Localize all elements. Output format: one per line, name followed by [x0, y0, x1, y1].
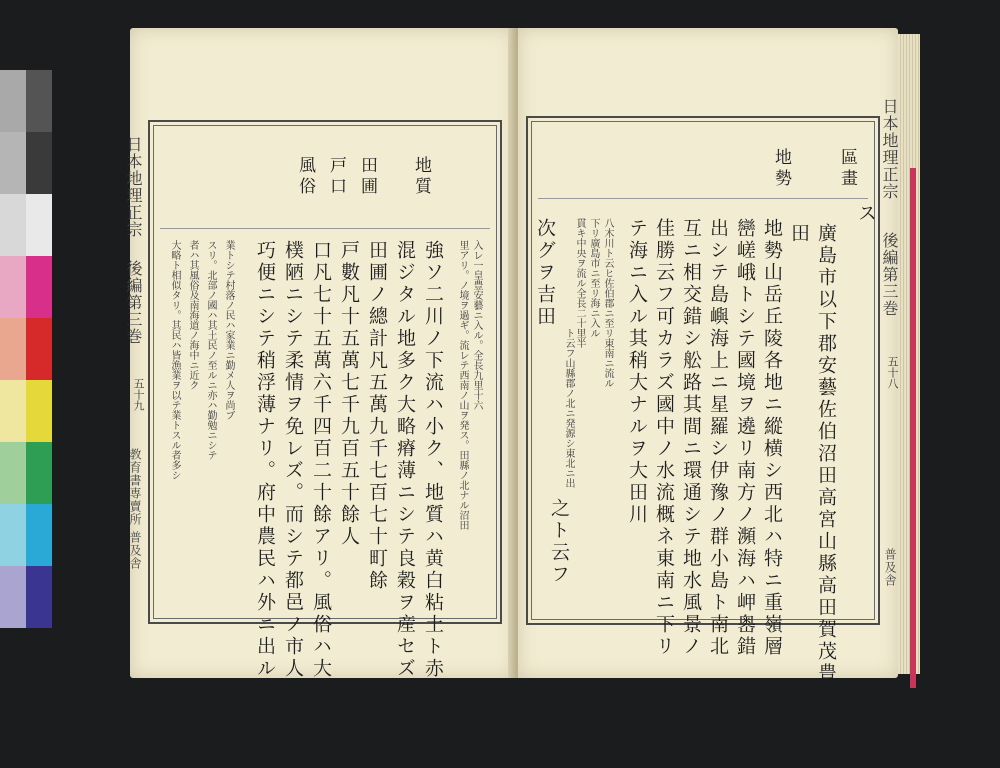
- right-col-3: 地勢山岳丘陵各地ニ縱横シ西北ハ特ニ重嶺層: [761, 218, 783, 658]
- left-col-8: 樸陋ニシテ柔情ヲ免レズ。而シテ都邑ノ市人ハ概: [282, 240, 304, 724]
- right-margin-title: 日本地理正宗: [880, 98, 899, 200]
- right-col-9: ト云フ山縣郡ノ北ニ発源シ東北ニ出: [563, 328, 574, 488]
- heading-chisei: 地勢: [771, 148, 791, 190]
- right-annotation-c: 貫キ中央ヲ流ル全長二十里半: [574, 218, 585, 348]
- color-patch: [26, 380, 52, 442]
- left-col-4: 混ジタル地多ク大略瘠薄ニシテ良穀ヲ産セズ: [394, 240, 416, 680]
- color-patch: [0, 442, 26, 504]
- right-col-8: テ海ニ入ル其稍大ナルヲ大田川: [626, 218, 648, 526]
- color-patch: [26, 132, 52, 194]
- right-annotation-b: 下リ廣島市ニ至リ海ニ入ル: [588, 218, 599, 338]
- right-margin-section: 後編第三巻: [880, 232, 899, 317]
- left-col-3: 強ソ二川ノ下流ハ小ク、地質ハ黄白粘土ト赤埴砂壌相: [422, 240, 444, 768]
- left-margin-section: 後編第三巻: [124, 260, 143, 345]
- heading-chishitsu: 地質: [411, 156, 431, 198]
- right-col-6: 互ニ相交錯シ舩路其間ニ環通シテ地水風景ノ: [680, 218, 702, 658]
- right-top-text: ス: [855, 203, 877, 225]
- color-patch: [26, 194, 52, 256]
- right-col-7: 佳勝云フ可カラズ國中ノ水流概ネ東南ニ下リ: [653, 218, 675, 658]
- left-col-10: 業トシテ村落ノ民ハ家業ニ勤メ人ヲ尚ブ: [223, 240, 234, 420]
- right-publisher: 普及舎: [883, 548, 897, 587]
- color-patch: [0, 256, 26, 318]
- left-col-7: 口凡七十五萬六千四百二十餘アリ。風俗ハ大略: [310, 240, 332, 702]
- left-col-9: 巧便ニシテ稍浮薄ナリ。府中農民ハ外ニ出ル者多ク: [254, 240, 276, 746]
- color-patch: [0, 566, 26, 628]
- heading-denpo: 田圃: [357, 156, 377, 198]
- color-patch: [26, 318, 52, 380]
- right-page-number: 五十八: [886, 356, 899, 389]
- right-col-1: 廣島市以下郡安藝佐伯沼田高宮山縣高田賀茂豊: [815, 223, 837, 685]
- color-patch: [0, 194, 26, 256]
- left-col-5: 田圃ノ總計凡五萬九千七百七十町餘: [366, 240, 388, 592]
- left-col-13: 大略ト相似タリ。其民ハ皆漁業ヲ以テ業トスル者多シ: [169, 240, 180, 480]
- color-patch: [26, 442, 52, 504]
- left-divider: [160, 228, 490, 229]
- left-margin-title: 日本地理正宗: [124, 136, 143, 238]
- heading-fuzoku: 風俗: [295, 156, 315, 198]
- left-col-11: スリ。北部ノ國ハ其土民ノ至ルニ亦ハ勤勉ニシテ: [205, 240, 216, 460]
- color-patch: [26, 566, 52, 628]
- color-patch: [26, 504, 52, 566]
- left-col-2: 里アリ。ノ境ヲ過ギ。流レテ西南ノ山ヲ発ス。田縣ノ北ナル沼田: [457, 240, 468, 530]
- left-page-number: 五十九: [132, 378, 145, 411]
- color-patch: [0, 318, 26, 380]
- right-col-5: 出シテ島嶼海上ニ星羅シ伊豫ノ群小島ト南北: [707, 218, 729, 658]
- color-patch: [26, 70, 52, 132]
- left-col-12: 者ハ其風俗及南海道ノ海中ニ近ク: [187, 240, 198, 390]
- color-patch: [0, 132, 26, 194]
- open-book: [124, 28, 910, 768]
- left-publisher: 教育書専賣所 普及舎: [128, 448, 142, 570]
- right-page: [518, 28, 899, 685]
- left-page: [124, 28, 515, 768]
- right-divider: [538, 198, 868, 199]
- right-col-4: 巒嵯峨トシテ國境ヲ遶リ南方ノ瀕海ハ岬嶴錯: [734, 218, 756, 658]
- color-patch: [26, 256, 52, 318]
- page-edge-red: [910, 168, 916, 688]
- color-patch: [0, 380, 26, 442]
- right-col-10: 次グヲ吉田: [534, 218, 556, 328]
- right-annotation-d: 之ト云フ: [548, 498, 570, 586]
- left-col-6: 戸數凡十五萬七千九百五十餘人: [338, 240, 360, 548]
- heading-koko: 戸口: [326, 156, 346, 198]
- heading-kukaku: 區畫: [837, 148, 857, 190]
- right-col-2: 田: [788, 223, 810, 245]
- color-patch: [0, 70, 26, 132]
- right-annotation-a: 八木川ト云ヒ佐伯郡ニ至リ東南ニ流ル: [602, 218, 613, 388]
- color-calibration-strip: [0, 70, 52, 630]
- color-patch: [0, 504, 26, 566]
- left-col-1: 入レ一皇豊安藝ニ入ル。全長九里十六: [471, 240, 482, 410]
